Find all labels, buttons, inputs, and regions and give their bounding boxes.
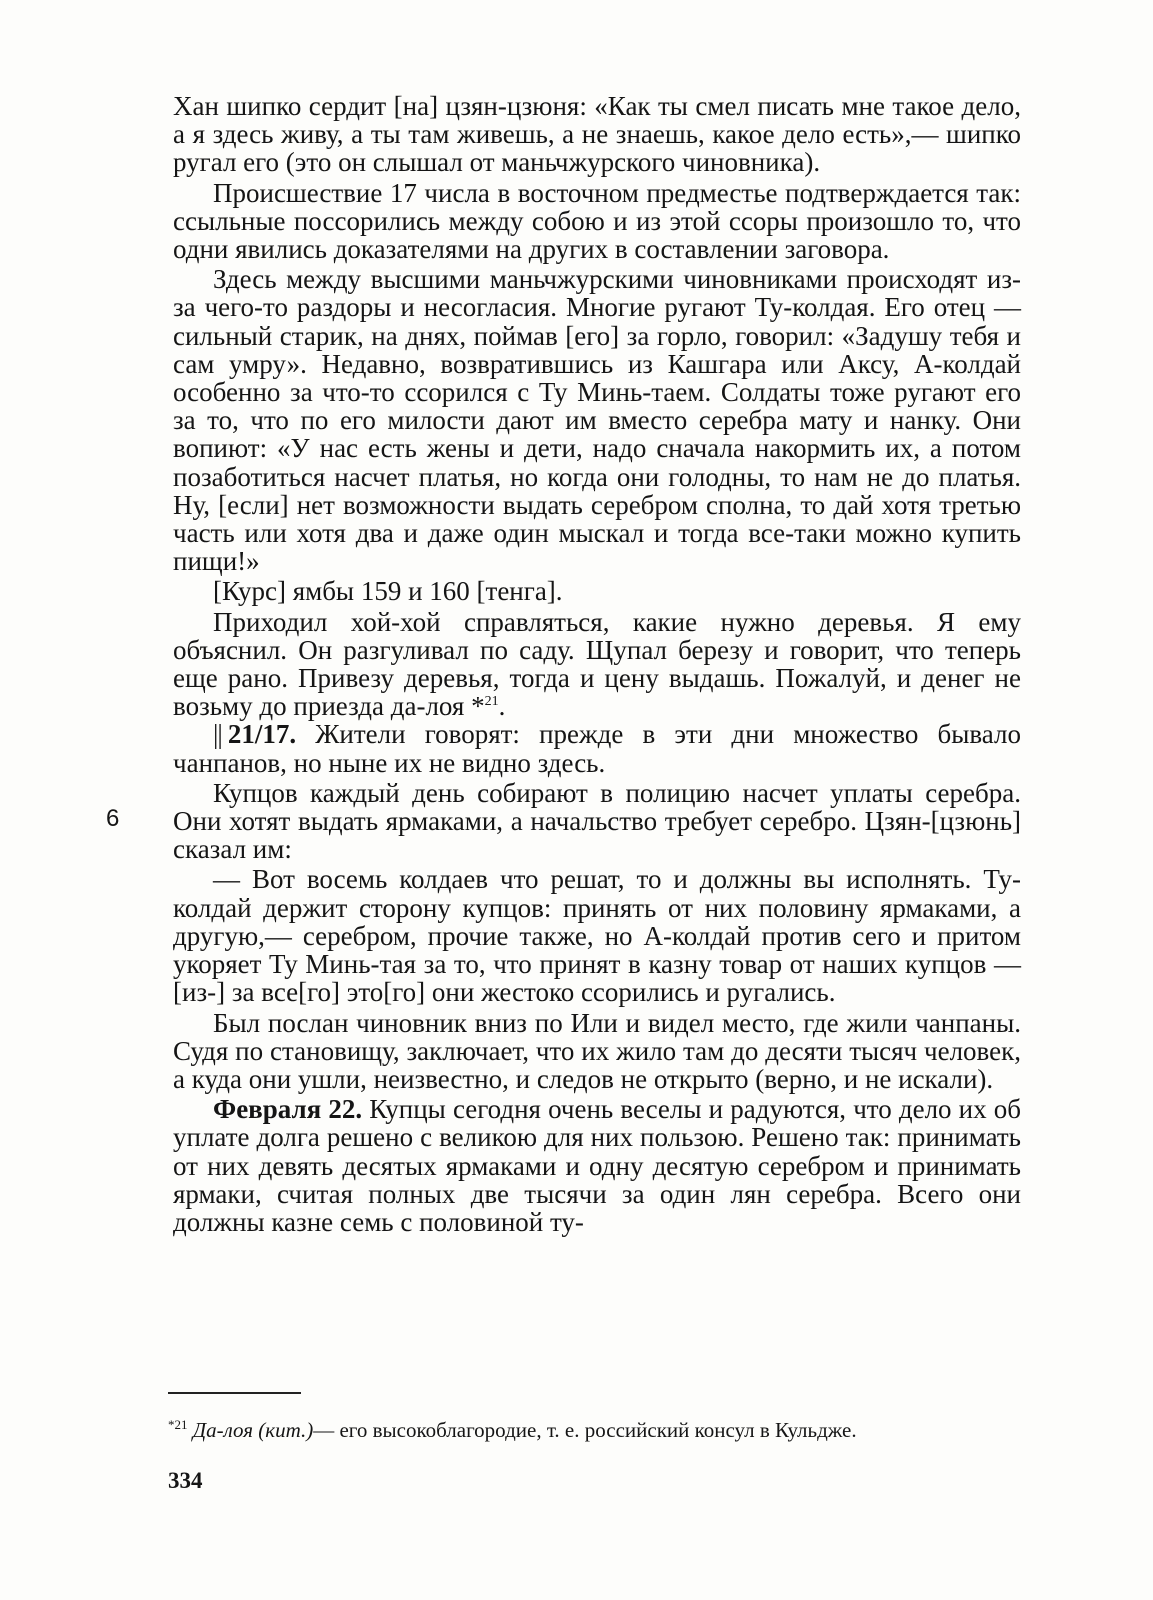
- paragraph-7: Купцов каждый день собирают в полицию насчет уплаты серебра. Они хотят выдать ярмаками, а начальство требует серебро. Цзян-[цзюнь] сказал им:: [173, 777, 1021, 865]
- entry-date-feb-22: Февраля 22.: [213, 1094, 363, 1125]
- paragraph-10-text: Купцы сегодня очень веселы и радуются, что дело их об уплате долга решено с великою для них пользою. Решено так: принимать от них девять десятых ярмаками и одну десятую серебром и принимать ярмаки, считая полных две тысячи за один лян серебра. Всего они должны казне семь с половиной ту-: [173, 1094, 1021, 1237]
- page-break-marker: ||: [213, 719, 222, 750]
- paragraph-5: [173, 608, 1021, 721]
- footnote: [168, 1417, 1022, 1443]
- paragraph-9: Был послан чиновник вниз по Или и видел место, где жили чанпаны. Судя по становищу, заключает, что их жило там до десяти тысяч человек, а куда они ушли, неизвестно, и следов не открыто (верно, и не искали).: [173, 1007, 1021, 1094]
- paragraph-8: — Вот восемь колдаев что решат, то и должны вы исполнять. Ту-колдай держит сторону купцов: принять от них половину ярмаками, а другую,— серебром, прочие также, но А-колдай против сего и притом укоряет Ту Минь-тая за то, что принят в казну товар от наших купцов —[из-] за все[го] это[го] они жестоко ссорились и ругались.: [173, 864, 1021, 1008]
- paragraph-5-end: .: [498, 691, 506, 722]
- main-text: [173, 92, 1021, 1236]
- paragraph-1: Хан шипко сердит [на] цзян-цзюня: «Как ты смел писать мне такое дело, а я здесь живу, а ты там живешь, а не знаешь, какое дело есть»,— шипко ругал его (это он слышал от маньчжурского чиновника).: [173, 91, 1021, 178]
- paragraph-5-text: Приходил хой-хой справляться, какие нужно деревья. Я ему объяснил. Он разгуливал по саду. Щупал березу и говорит, что теперь еще рано. Привезу деревья, тогда и цену выдашь. Пожалуй, и денег не возьму до приезда да-лоя *: [173, 606, 1021, 722]
- paragraph-3: Здесь между высшими маньчжурскими чиновниками происходят из-за чего-то раздоры и несогласия. Многие ругают Ту-колдая. Его отец — сильный старик, на днях, поймав [его] за горло, говорил: «Задушу тебя и сам умру». Недавно, возвратившись из Кашгара или Аксу, А-колдай особенно за что-то ссорился с Ту Минь-таем. Солдаты тоже ругают его за то, что по его милости дают им вместо серебра мату и нанку. Они вопиют: «У нас есть жены и дети, надо сначала накормить их, а потом позаботиться насчет платья, но когда они голодны, то нам не до платья. Ну, [если] нет возможности выдать серебром сполна, то дай хотя третью часть или хотя два и даже один мыскал и тогда все-таки можно купить пищи!»: [173, 264, 1021, 577]
- paragraph-6: [173, 720, 1021, 776]
- footnote-divider: [168, 1392, 301, 1394]
- footnote-text: — его высокоблагородие, т. е. российский консул в Кульдже.: [313, 1418, 857, 1442]
- entry-date-21-17: 21/17.: [227, 719, 297, 750]
- paragraph-10: [173, 1095, 1021, 1236]
- footnote-term: Да-лоя (кит.): [192, 1418, 314, 1442]
- paragraph-6-text: Жители говорят: прежде в эти дни множество бывало чанпанов, но ныне их не видно здесь.: [173, 719, 1021, 778]
- footnote-ref: 21: [484, 694, 499, 710]
- paragraph-4: [Курс] ямбы 159 и 160 [тенга].: [213, 576, 563, 607]
- paragraph-2: Происшествие 17 числа в восточном предместье подтверждается так: ссыльные поссорились между собою и из этой ссоры произошло то, что одни явились доказателями на других в составлении заговора.: [173, 177, 1021, 265]
- margin-page-marker: 6: [106, 805, 120, 832]
- page-number: 334: [168, 1468, 203, 1493]
- footnote-mark: *21: [168, 1417, 188, 1432]
